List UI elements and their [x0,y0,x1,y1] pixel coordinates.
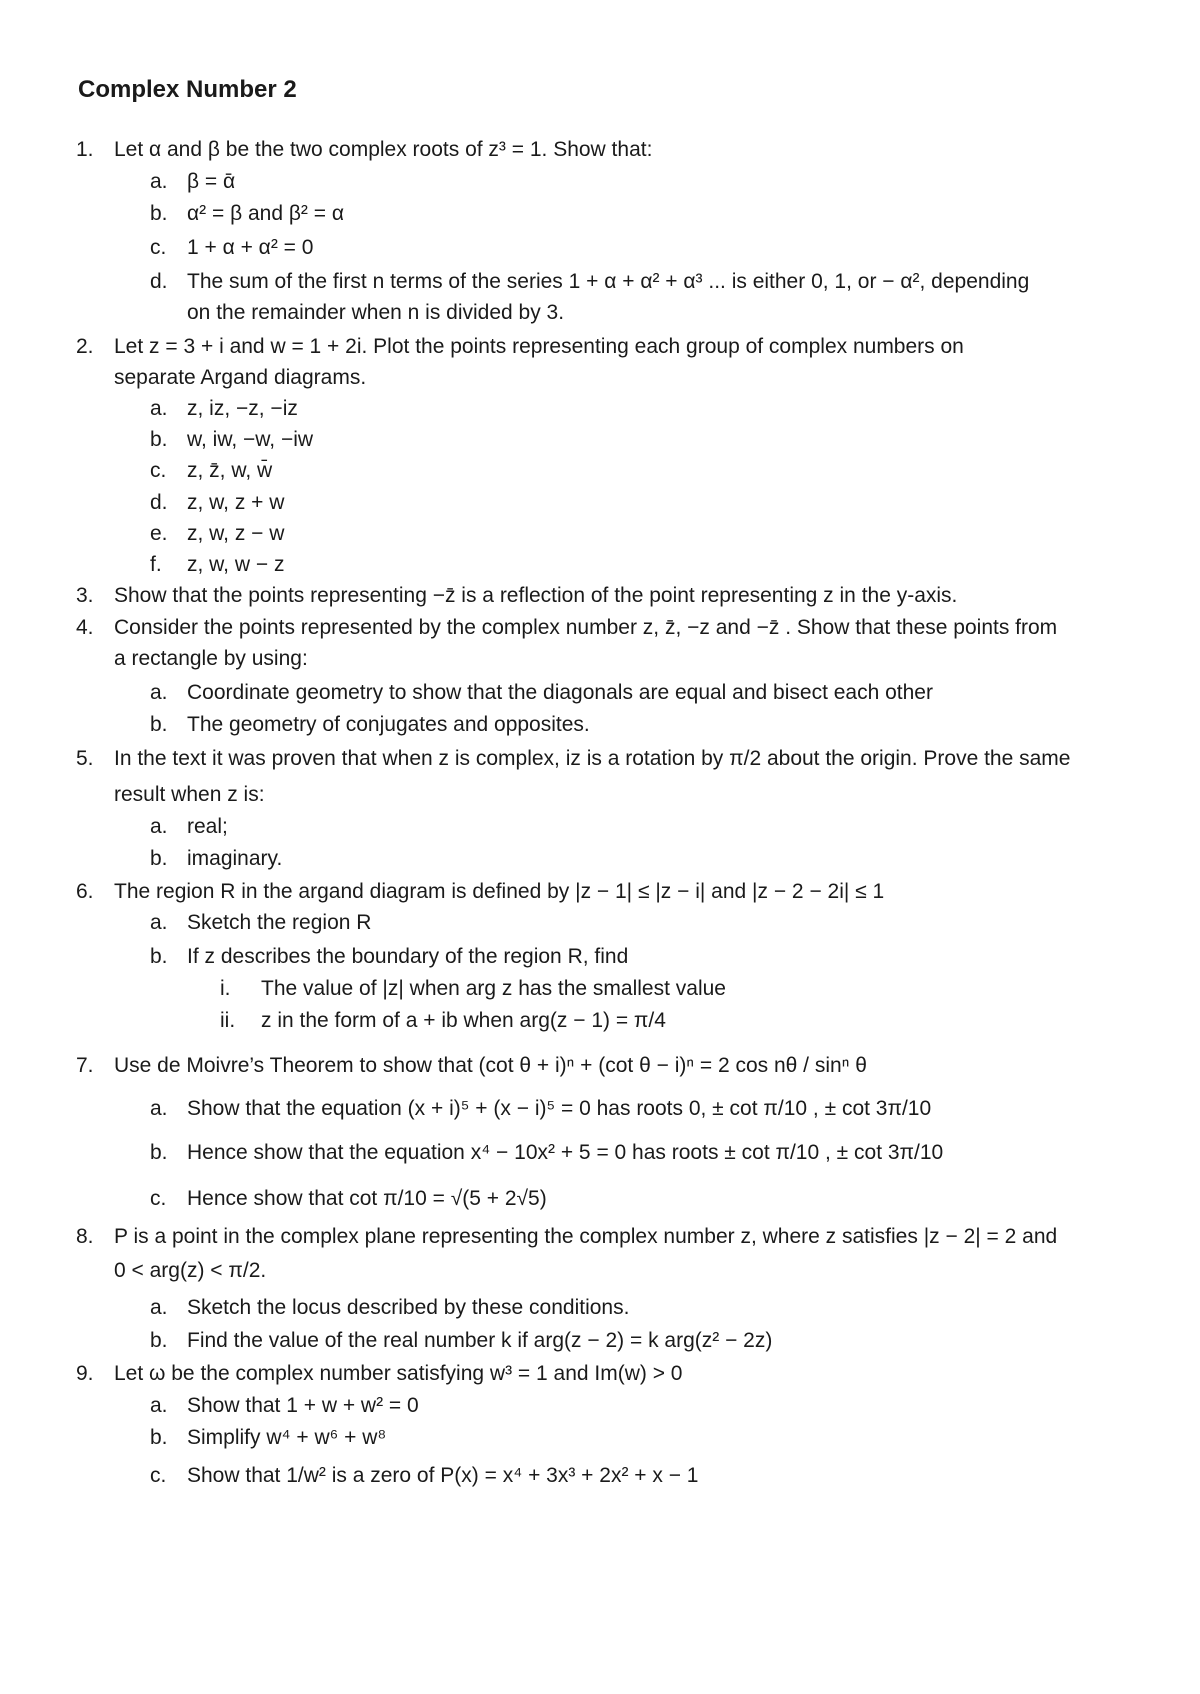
question-line [0,455,1200,487]
item-marker: b. [150,1141,168,1164]
item-text: z, w, z + w [187,491,285,514]
item-text: z in the form of a + ib when arg(z − 1) = π/4 [261,1009,666,1032]
item-marker: 2. [76,335,94,358]
item-marker: a. [150,911,168,934]
question-line [0,907,1200,939]
item-text: Hence show that cot π/10 = √(5 + 2√5) [187,1187,547,1210]
item-text: Show that 1 + w + w² = 0 [187,1394,419,1417]
item-text: Find the value of the real number k if arg(z − 2) = k arg(z² − 2z) [187,1329,773,1352]
question-line [0,941,1200,973]
question-line [0,643,1200,675]
item-text: on the remainder when n is divided by 3. [187,301,565,324]
item-marker: b. [150,428,168,451]
item-text: Sketch the region R [187,911,372,934]
item-marker: a. [150,1296,168,1319]
item-marker: c. [150,1464,167,1487]
item-text: Show that the points representing −z̄ is a reflection of the point representing z in the y-axis. [114,584,958,607]
item-marker: 4. [76,616,94,639]
question-line [0,134,1200,166]
question-line [0,518,1200,550]
item-marker: d. [150,270,168,293]
item-marker: f. [150,553,162,576]
item-marker: b. [150,202,168,225]
question-line [0,1460,1200,1492]
question-line [0,1358,1200,1390]
item-text: The sum of the first n terms of the series 1 + α + α² + α³ ... is either 0, 1, or − α², depending [187,270,1030,293]
question-line [0,743,1200,775]
item-text: Consider the points represented by the complex number z, z̄, −z and −z̄ . Show that these points from [114,616,1058,639]
question-line [0,166,1200,198]
item-text: a rectangle by using: [114,647,308,670]
item-marker: 1. [76,138,94,161]
item-text: If z describes the boundary of the region R, find [187,945,629,968]
question-line [0,612,1200,644]
item-marker: b. [150,1426,168,1449]
item-text: real; [187,815,228,838]
question-line [0,393,1200,425]
item-marker: b. [150,847,168,870]
item-text: α² = β and β² = α [187,202,344,225]
item-text: The value of |z| when arg z has the smallest value [261,977,726,1000]
item-marker: 5. [76,747,94,770]
item-text: The geometry of conjugates and opposites. [187,713,590,736]
item-text: z, w, z − w [187,522,285,545]
item-text: The region R in the argand diagram is defined by |z − 1| ≤ |z − i| and |z − 2 − 2i| ≤ 1 [114,880,885,903]
question-line [0,1422,1200,1454]
item-text: Simplify w⁴ + w⁶ + w⁸ [187,1426,387,1449]
item-marker: a. [150,815,168,838]
item-text: Let z = 3 + i and w = 1 + 2i. Plot the points representing each group of complex numbers on [114,335,964,358]
item-marker: a. [150,397,168,420]
question-line [0,487,1200,519]
question-line [0,1390,1200,1422]
question-line [0,1221,1200,1253]
item-text: Use de Moivre’s Theorem to show that (cot θ + i)ⁿ + (cot θ − i)ⁿ = 2 cos nθ / sinⁿ θ [114,1054,867,1077]
item-text: Let α and β be the two complex roots of z³ = 1. Show that: [114,138,653,161]
item-marker: a. [150,1394,168,1417]
question-line [0,811,1200,843]
item-marker: i. [220,977,231,1000]
item-text: z, w, w − z [187,553,285,576]
question-line [0,1050,1200,1082]
item-marker: c. [150,1187,167,1210]
question-line [0,232,1200,264]
item-marker: a. [150,170,168,193]
question-line [0,677,1200,709]
question-line [0,1255,1200,1287]
question-line [0,973,1200,1005]
item-marker: a. [150,1097,168,1120]
item-text: 1 + α + α² = 0 [187,236,314,259]
question-line [0,843,1200,875]
question-line [0,580,1200,612]
item-text: Let ω be the complex number satisfying w³ = 1 and Im(w) > 0 [114,1362,683,1385]
item-marker: b. [150,1329,168,1352]
item-text: Coordinate geometry to show that the diagonals are equal and bisect each other [187,681,933,704]
item-text: w, iw, −w, −iw [187,428,314,451]
question-line [0,362,1200,394]
question-line [0,266,1200,298]
item-marker: c. [150,459,167,482]
item-text: Sketch the locus described by these conditions. [187,1296,630,1319]
question-line [0,876,1200,908]
item-marker: b. [150,945,168,968]
item-text: β = ᾱ [187,170,236,193]
item-text: Hence show that the equation x⁴ − 10x² + 5 = 0 has roots ± cot π/10 , ± cot 3π/10 [187,1141,944,1164]
page-title: Complex Number 2 [78,76,297,103]
question-line [0,1183,1200,1215]
item-text: separate Argand diagrams. [114,366,367,389]
item-text: result when z is: [114,783,265,806]
question-line [0,424,1200,456]
question-line [0,549,1200,581]
item-marker: 3. [76,584,94,607]
question-line [0,1292,1200,1324]
item-marker: d. [150,491,168,514]
item-text: P is a point in the complex plane representing the complex number z, where z satisfies |z − 2| = 2 and [114,1225,1058,1248]
question-line [0,331,1200,363]
question-line [0,297,1200,329]
item-text: imaginary. [187,847,283,870]
item-text: Show that the equation (x + i)⁵ + (x − i)⁵ = 0 has roots 0, ± cot π/10 , ± cot 3π/10 [187,1097,932,1120]
item-marker: e. [150,522,168,545]
question-line [0,1137,1200,1169]
item-marker: 6. [76,880,94,903]
item-marker: 7. [76,1054,94,1077]
question-line [0,1005,1200,1037]
item-text: z, iz, −z, −iz [187,397,298,420]
item-marker: 9. [76,1362,94,1385]
item-marker: ii. [220,1009,236,1032]
question-line [0,1093,1200,1125]
item-text: 0 < arg(z) < π/2. [114,1259,267,1282]
item-text: Show that 1/w² is a zero of P(x) = x⁴ + 3x³ + 2x² + x − 1 [187,1464,699,1487]
item-text: z, z̄, w, w̄ [187,459,273,482]
item-text: In the text it was proven that when z is complex, iz is a rotation by π/2 about the origin. Prove the same [114,747,1071,770]
question-line [0,709,1200,741]
item-marker: a. [150,681,168,704]
question-line [0,198,1200,230]
item-marker: c. [150,236,167,259]
item-marker: 8. [76,1225,94,1248]
question-line [0,779,1200,811]
item-marker: b. [150,713,168,736]
question-line [0,1325,1200,1357]
